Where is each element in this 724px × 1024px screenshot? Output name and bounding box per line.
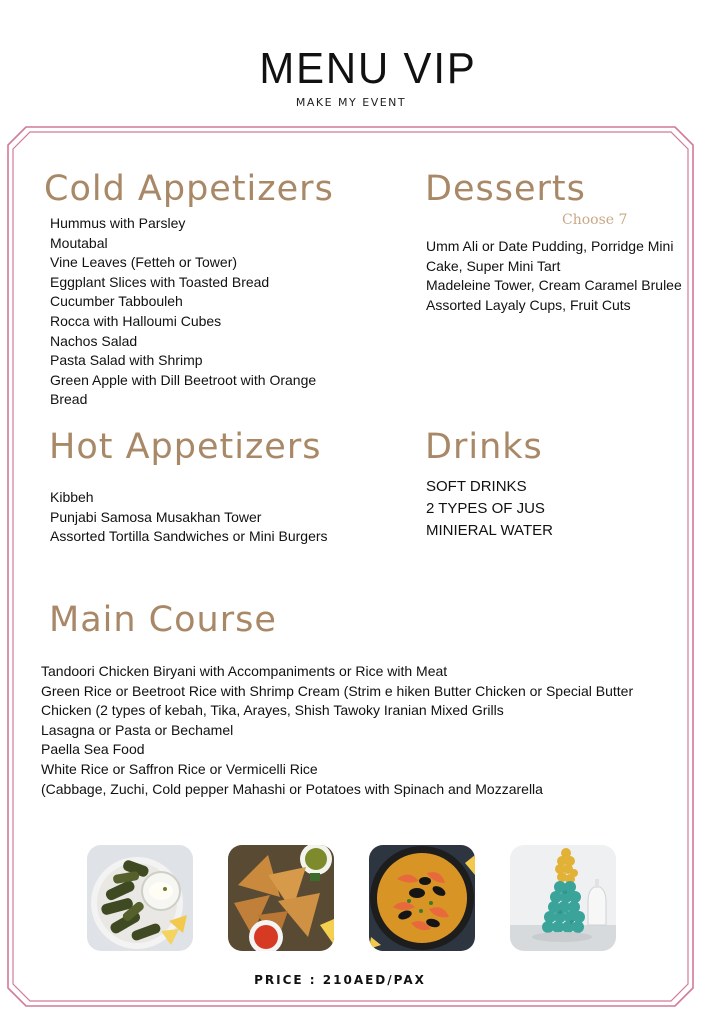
main-course-item: (Cabbage, Zuchi, Cold pepper Mahashi or Potatoes with Spinach and Mozzarella xyxy=(41,780,543,797)
drinks-list xyxy=(426,476,553,542)
cold-appetizer-item: Moutabal xyxy=(50,234,108,251)
drink-item: 2 TYPES OF JUS xyxy=(426,500,545,517)
page-subtitle: MAKE MY EVENT xyxy=(295,96,407,109)
dessert-item: Madeleine Tower, Cream Caramel Brulee xyxy=(426,277,682,294)
hot-appetizers-heading: Hot Appetizers xyxy=(49,427,322,467)
page-title: MENU VIP xyxy=(259,44,477,93)
main-course-item: White Rice or Saffron Rice or Vermicelli Rice xyxy=(41,760,318,777)
cold-appetizers-heading: Cold Appetizers xyxy=(44,169,334,209)
hot-appetizers-list xyxy=(50,488,328,547)
main-course-heading: Main Course xyxy=(49,600,277,640)
main-course-item: Tandoori Chicken Biryani with Accompaniments or Rice with Meat xyxy=(41,663,448,679)
price-label: PRICE : 210AED/PAX xyxy=(254,973,426,987)
cold-appetizer-item: Cucumber Tabbouleh xyxy=(50,293,183,310)
main-course-item: Lasagna or Pasta or Bechamel xyxy=(41,721,234,738)
drinks-heading: Drinks xyxy=(425,427,543,467)
paella-photo xyxy=(369,845,475,951)
dessert-item: Assorted Layaly Cups, Fruit Cuts xyxy=(426,296,631,313)
macaron-tower-photo xyxy=(510,845,616,951)
cold-appetizer-item: Rocca with Halloumi Cubes xyxy=(50,312,222,329)
desserts-list xyxy=(426,237,688,315)
desserts-heading: Desserts xyxy=(425,169,586,209)
cold-appetizer-item: Green Apple with Dill Beetroot with Orange Bread xyxy=(50,371,317,408)
cold-appetizer-item: Eggplant Slices with Toasted Bread xyxy=(50,273,270,290)
hot-appetizer-item: Kibbeh xyxy=(50,489,94,505)
hot-appetizer-item: Punjabi Samosa Musakhan Tower xyxy=(50,508,262,525)
cold-appetizer-item: Vine Leaves (Fetteh or Tower) xyxy=(50,254,238,271)
cold-appetizer-item: Hummus with Parsley xyxy=(50,215,186,231)
desserts-choose-note: Choose 7 xyxy=(562,212,628,228)
hot-appetizer-item: Assorted Tortilla Sandwiches or Mini Burgers xyxy=(50,528,328,545)
main-course-list xyxy=(41,662,633,799)
cold-appetizer-item: Nachos Salad xyxy=(50,332,138,349)
main-course-item: Chicken (2 types of kebah, Tika, Arayes, Shish Tawoky Iranian Mixed Grills xyxy=(41,702,504,719)
main-course-item: Green Rice or Beetroot Rice with Shrimp Cream (Strim e hiken Butter Chicken or Special Butter xyxy=(41,682,634,699)
main-course-item: Paella Sea Food xyxy=(41,741,145,758)
samosa-photo xyxy=(228,845,334,951)
drink-item: MINIERAL WATER xyxy=(426,522,553,539)
cold-appetizers-list xyxy=(50,214,350,410)
drink-item: SOFT DRINKS xyxy=(426,478,527,495)
dessert-item: Umm Ali or Date Pudding, Porridge Mini Cake, Super Mini Tart xyxy=(426,238,674,274)
vine-leaves-photo xyxy=(87,845,193,951)
cold-appetizer-item: Pasta Salad with Shrimp xyxy=(50,352,203,369)
